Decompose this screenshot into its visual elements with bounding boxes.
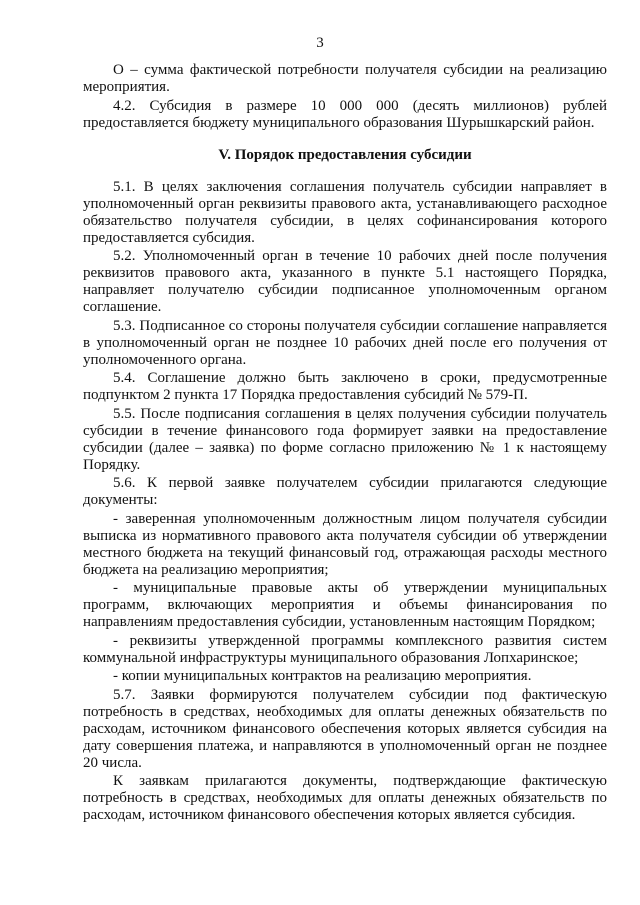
list-item-municipal-acts: - муниципальные правовые акты об утверждении муниципальных программ, включающих мероприятия и объемы финансирования по направлениям предоставления субсидии, установленным настоящим Порядком; <box>83 580 607 630</box>
paragraph-5-2: 5.2. Уполномоченный орган в течение 10 рабочих дней после получения реквизитов правового акта, указанного в пункте 5.1 настоящего Порядка, направляет получателю субсидии подписанное уполномоченным органом соглашение. <box>83 248 607 315</box>
paragraph-5-3: 5.3. Подписанное со стороны получателя субсидии соглашение направляется в уполномоченный орган не позднее 10 рабочих дней после его получения от уполномоченного органа. <box>83 317 607 368</box>
list-item-contract-copies: - копии муниципальных контрактов на реализацию мероприятия. <box>113 668 532 684</box>
paragraph-4-2: 4.2. Субсидия в размере 10 000 000 (десять миллионов) рублей предоставляется бюджету муниципального образования Шурышкарский район. <box>83 97 607 131</box>
paragraph-5-6: 5.6. К первой заявке получателем субсидии прилагаются следующие документы: <box>83 475 607 508</box>
page-number: 3 <box>316 35 324 51</box>
paragraph-attachments: К заявкам прилагаются документы, подтверждающие фактическую потребность в средствах, необходимых для оплаты денежных обязательств по расходам, источником финансового обеспечения которых является субсидия. <box>83 773 607 823</box>
paragraph-5-1: 5.1. В целях заключения соглашения получатель субсидии направляет в уполномоченный орган реквизиты правового акта, устанавливающего расходное обязательство получателя субсидии, в целях софинансирования которого предоставляется субсидия. <box>83 178 607 246</box>
document-body <box>83 62 607 826</box>
paragraph-5-4: 5.4. Соглашение должно быть заключено в сроки, предусмотренные подпунктом 2 пункта 17 Порядка предоставления субсидий № 579-П. <box>83 370 607 403</box>
paragraph-o-definition: О – сумма фактической потребности получателя субсидии на реализацию мероприятия. <box>83 62 607 95</box>
list-item-program-details: - реквизиты утвержденной программы комплексного развития систем коммунальной инфраструктуры муниципального образования Лопхаринское; <box>83 632 607 666</box>
paragraph-5-5: 5.5. После подписания соглашения в целях получения субсидии получатель субсидии в течение финансового года формирует заявки на предоставление субсидии (далее – заявка) по форме согласно приложению № 1 к настоящему Порядку. <box>83 405 607 473</box>
section-title: V. Порядок предоставления субсидии <box>218 146 472 163</box>
list-item-budget-extract: - заверенная уполномоченным должностным лицом получателя субсидии выписка из нормативного правового акта получателя субсидии об утверждении местного бюджета на текущий финансовый год, отражающая расходы местного бюджета на реализацию мероприятия; <box>83 510 607 578</box>
paragraph-5-7: 5.7. Заявки формируются получателем субсидии под фактическую потребность в средствах, необходимых для оплаты денежных обязательств по расходам, источником финансового обеспечения которых является субсидия на дату совершения платежа, и направляются в уполномоченный орган не позднее 20 числа. <box>83 686 607 771</box>
